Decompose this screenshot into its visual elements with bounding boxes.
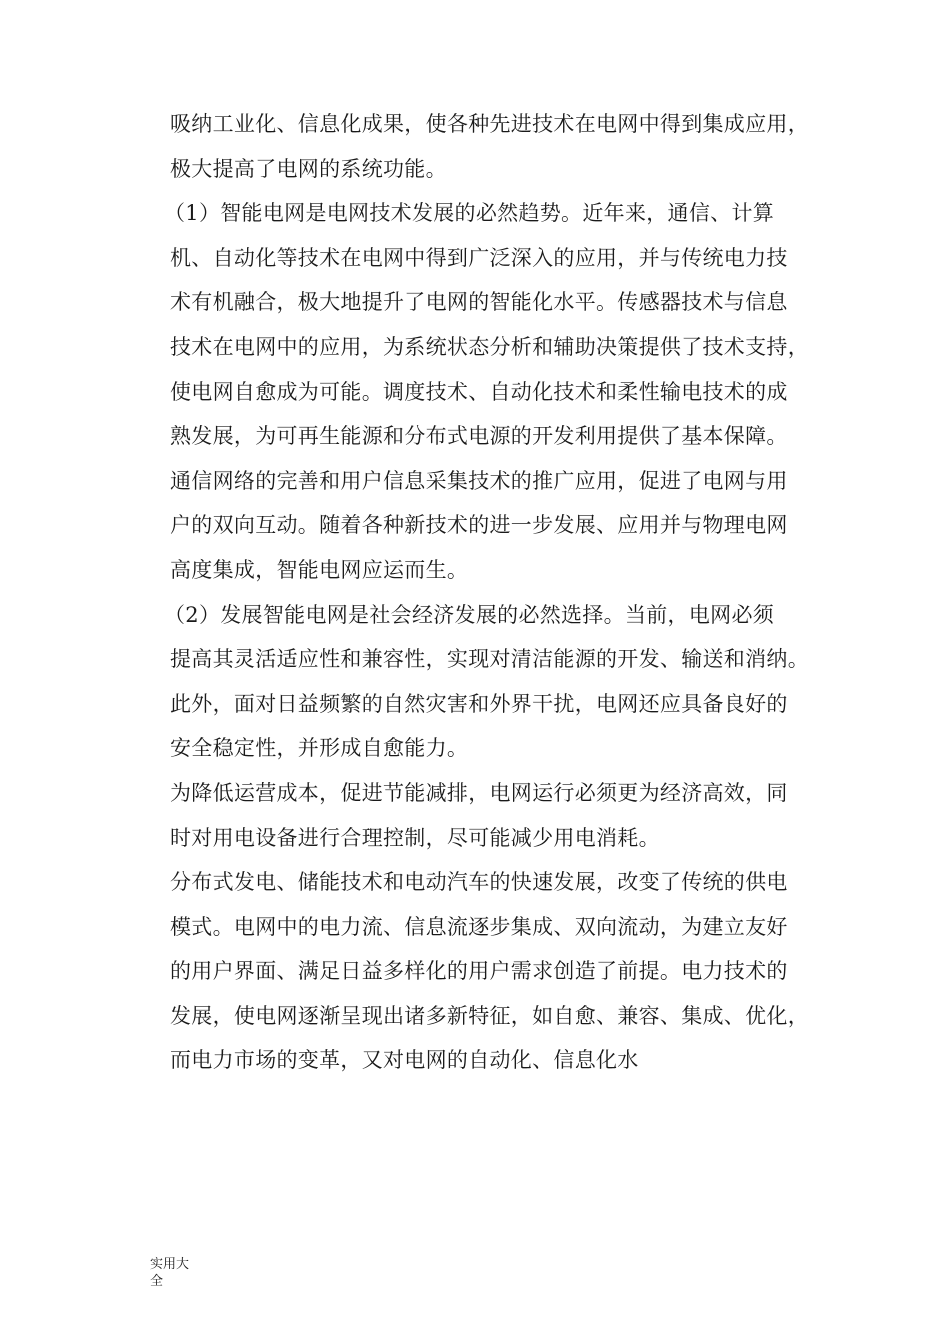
text-line: 安全稳定性，并形成自愈能力。 (170, 736, 469, 761)
text-line: 户的双向互动。随着各种新技术的进一步发展、应用并与物理电网 (170, 513, 788, 538)
text-line: 术有机融合，极大地提升了电网的智能化水平。传感器技术与信息 (170, 290, 788, 315)
text-line: 使电网自愈成为可能。调度技术、自动化技术和柔性输电技术的成 (170, 379, 788, 404)
text-line: 极大提高了电网的系统功能。 (170, 156, 447, 181)
text-line: 的用户界面、满足日益多样化的用户需求创造了前提。电力技术的 (170, 959, 788, 984)
footer-line: 全 (150, 1274, 164, 1289)
text-line: 熟发展，为可再生能源和分布式电源的开发利用提供了基本保障。 (170, 424, 788, 449)
text-line: 而电力市场的变革，又对电网的自动化、信息化水 (170, 1048, 639, 1073)
text-line: 发展，使电网逐渐呈现出诸多新特征，如自愈、兼容、集成、优化， (170, 1003, 809, 1028)
text-line: （2）发展智能电网是社会经济发展的必然选择。当前，电网必须 (164, 602, 775, 627)
text-line: （1）智能电网是电网技术发展的必然趋势。近年来，通信、计算 (164, 201, 775, 226)
text-line: 高度集成，智能电网应运而生。 (170, 557, 469, 582)
document-body (164, 102, 850, 1083)
page-footer (150, 1256, 210, 1290)
text-line: 技术在电网中的应用，为系统状态分析和辅助决策提供了技术支持， (170, 334, 809, 359)
text-line: 为降低运营成本，促进节能减排，电网运行必须更为经济高效，同 (170, 780, 788, 805)
text-line: 吸纳工业化、信息化成果，使各种先进技术在电网中得到集成应用， (170, 112, 809, 136)
text-line: 时对用电设备进行合理控制，尽可能减少用电消耗。 (170, 825, 660, 850)
text-line: 机、自动化等技术在电网中得到广泛深入的应用，并与传统电力技 (170, 245, 788, 270)
text-line: 分布式发电、储能技术和电动汽车的快速发展，改变了传统的供电 (170, 870, 788, 895)
text-line: 模式。电网中的电力流、信息流逐步集成、双向流动，为建立友好 (170, 914, 788, 939)
footer-line: 实用大 (150, 1257, 190, 1272)
text-line: 提高其灵活适应性和兼容性，实现对清洁能源的开发、输送和消纳。 (170, 647, 809, 672)
text-line: 此外，面对日益频繁的自然灾害和外界干扰，电网还应具备良好的 (170, 691, 788, 716)
text-line: 通信网络的完善和用户信息采集技术的推广应用，促进了电网与用 (170, 468, 788, 493)
